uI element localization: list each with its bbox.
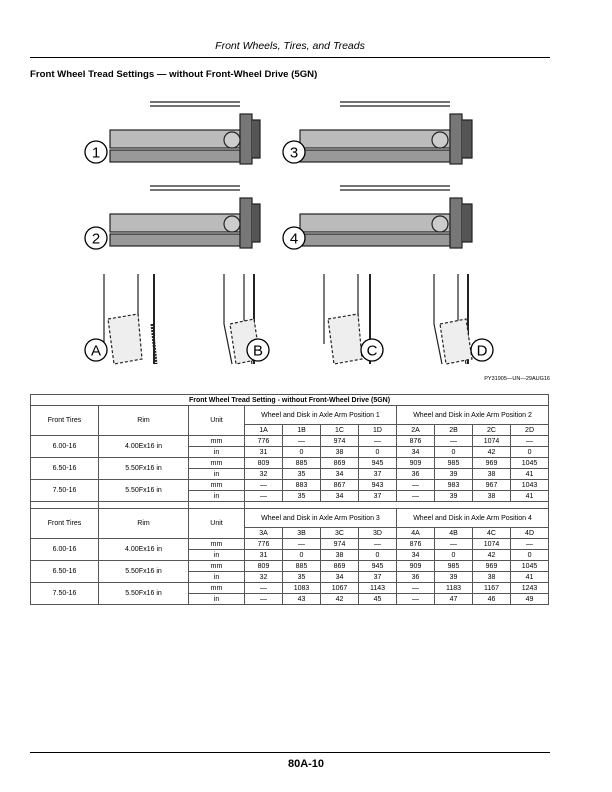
value-in: 35: [283, 491, 321, 502]
table-row: [31, 458, 549, 469]
value-in: 39: [435, 491, 473, 502]
value-mm: —: [511, 539, 549, 550]
column-code: 3C: [321, 528, 359, 539]
tread-setting-table: [30, 394, 549, 605]
wheel-section-d: [434, 274, 472, 364]
value-in: 34: [321, 572, 359, 583]
callout-label: 1: [91, 144, 101, 162]
rim-size: 5.50Fx16 in: [99, 561, 189, 583]
value-in: 42: [321, 594, 359, 605]
table-row: [31, 436, 549, 447]
value-mm: 974: [321, 539, 359, 550]
wheel-section-a: [104, 274, 156, 364]
value-in: 0: [359, 447, 397, 458]
value-mm: —: [359, 436, 397, 447]
value-in: —: [245, 594, 283, 605]
value-mm: 809: [245, 458, 283, 469]
value-mm: 1183: [435, 583, 473, 594]
value-in: 38: [473, 491, 511, 502]
value-mm: 876: [397, 436, 435, 447]
column-code: 3D: [359, 528, 397, 539]
column-code: 1C: [321, 425, 359, 436]
unit-in: in: [189, 572, 245, 583]
column-header-rim: Rim: [99, 406, 189, 436]
value-mm: —: [245, 583, 283, 594]
value-in: 38: [321, 550, 359, 561]
table-caption: Front Wheel Tread Setting - without Front-Wheel Drive (5GN): [31, 395, 549, 406]
value-in: 38: [473, 572, 511, 583]
value-mm: —: [283, 539, 321, 550]
value-in: 42: [473, 550, 511, 561]
value-mm: 943: [359, 480, 397, 491]
column-code: 3B: [283, 528, 321, 539]
tire-size: 7.50-16: [31, 583, 99, 605]
value-in: 42: [473, 447, 511, 458]
unit-in: in: [189, 447, 245, 458]
axle-assembly-1: [110, 102, 260, 164]
column-header-position: Wheel and Disk in Axle Arm Position 4: [397, 509, 549, 528]
value-mm: 945: [359, 561, 397, 572]
value-in: 46: [473, 594, 511, 605]
value-in: 35: [283, 572, 321, 583]
tire-size: 6.50-16: [31, 458, 99, 480]
value-in: 0: [435, 447, 473, 458]
value-in: 31: [245, 550, 283, 561]
column-code: 2A: [397, 425, 435, 436]
value-in: 35: [283, 469, 321, 480]
value-mm: 985: [435, 561, 473, 572]
column-code: 4D: [511, 528, 549, 539]
value-in: 47: [435, 594, 473, 605]
value-mm: 1074: [473, 539, 511, 550]
column-code: 4C: [473, 528, 511, 539]
value-in: 32: [245, 572, 283, 583]
column-code: 2D: [511, 425, 549, 436]
unit-mm: mm: [189, 583, 245, 594]
value-in: 34: [397, 550, 435, 561]
value-in: 36: [397, 469, 435, 480]
value-mm: —: [283, 436, 321, 447]
column-header-position: Wheel and Disk in Axle Arm Position 3: [245, 509, 397, 528]
value-in: 0: [511, 550, 549, 561]
value-mm: 869: [321, 458, 359, 469]
column-code: 1B: [283, 425, 321, 436]
value-mm: 909: [397, 561, 435, 572]
axle-assembly-2: [110, 186, 260, 248]
value-in: —: [397, 594, 435, 605]
unit-in: in: [189, 469, 245, 480]
column-header-rim: Rim: [99, 509, 189, 539]
value-mm: 1067: [321, 583, 359, 594]
value-in: 0: [359, 550, 397, 561]
value-mm: 945: [359, 458, 397, 469]
value-in: 39: [435, 469, 473, 480]
value-in: 49: [511, 594, 549, 605]
rim-size: 4.00Ex16 in: [99, 539, 189, 561]
unit-in: in: [189, 491, 245, 502]
unit-in: in: [189, 550, 245, 561]
value-mm: 1043: [511, 480, 549, 491]
value-mm: 969: [473, 561, 511, 572]
figure-code: PY31905—UN—29AUG16: [484, 376, 550, 382]
value-in: 34: [321, 469, 359, 480]
tire-size: 6.00-16: [31, 539, 99, 561]
value-mm: 1045: [511, 458, 549, 469]
value-mm: —: [359, 539, 397, 550]
value-mm: 809: [245, 561, 283, 572]
value-mm: 1083: [283, 583, 321, 594]
running-header: Front Wheels, Tires, and Treads: [215, 40, 365, 52]
table-row: [31, 561, 549, 572]
value-mm: 885: [283, 561, 321, 572]
table-spacer-row: [31, 502, 549, 509]
column-code: 4B: [435, 528, 473, 539]
value-in: 0: [435, 550, 473, 561]
callout-label: 4: [289, 230, 299, 248]
header-rule: [30, 57, 550, 58]
value-mm: 974: [321, 436, 359, 447]
table-row: [31, 480, 549, 491]
blank-cell: [189, 502, 245, 509]
value-mm: 985: [435, 458, 473, 469]
value-in: 41: [511, 572, 549, 583]
value-in: 37: [359, 572, 397, 583]
section-title: Front Wheel Tread Settings — without Front-Wheel Drive (5GN): [30, 69, 318, 80]
value-in: 41: [511, 469, 549, 480]
value-in: 0: [511, 447, 549, 458]
unit-mm: mm: [189, 539, 245, 550]
value-mm: —: [511, 436, 549, 447]
value-in: 34: [397, 447, 435, 458]
footer-rule: [30, 752, 550, 753]
value-mm: 876: [397, 539, 435, 550]
unit-mm: mm: [189, 480, 245, 491]
table-caption-row: [31, 395, 549, 406]
callout-label: D: [476, 342, 488, 360]
value-in: 39: [435, 572, 473, 583]
table-row: [31, 583, 549, 594]
value-in: 0: [283, 447, 321, 458]
value-in: —: [397, 491, 435, 502]
value-mm: 776: [245, 436, 283, 447]
value-mm: 885: [283, 458, 321, 469]
tire-size: 6.50-16: [31, 561, 99, 583]
value-mm: —: [397, 480, 435, 491]
value-mm: —: [435, 436, 473, 447]
unit-in: in: [189, 594, 245, 605]
column-header-unit: Unit: [189, 509, 245, 539]
value-mm: 869: [321, 561, 359, 572]
callout-label: A: [90, 342, 102, 360]
value-mm: 967: [473, 480, 511, 491]
value-mm: 867: [321, 480, 359, 491]
table-header-row: [31, 509, 549, 528]
value-in: 43: [283, 594, 321, 605]
axle-assembly-4: [300, 186, 472, 248]
callout-label: B: [252, 342, 264, 360]
callout-label: 2: [91, 230, 101, 248]
value-mm: —: [245, 480, 283, 491]
column-header-position: Wheel and Disk in Axle Arm Position 2: [397, 406, 549, 425]
value-mm: 1167: [473, 583, 511, 594]
column-code: 2C: [473, 425, 511, 436]
callout-label: 3: [289, 144, 299, 162]
value-in: 34: [321, 491, 359, 502]
blank-cell: [99, 502, 189, 509]
value-mm: 1243: [511, 583, 549, 594]
value-mm: 776: [245, 539, 283, 550]
value-in: 32: [245, 469, 283, 480]
value-mm: 969: [473, 458, 511, 469]
value-in: 0: [283, 550, 321, 561]
column-header-unit: Unit: [189, 406, 245, 436]
value-in: 37: [359, 491, 397, 502]
column-code: 4A: [397, 528, 435, 539]
callout-label: C: [366, 342, 378, 360]
value-in: 31: [245, 447, 283, 458]
column-header-position: Wheel and Disk in Axle Arm Position 1: [245, 406, 397, 425]
value-in: 36: [397, 572, 435, 583]
tire-size: 7.50-16: [31, 480, 99, 502]
tread-settings-illustration: [70, 94, 552, 370]
table-header-row: [31, 406, 549, 425]
value-mm: —: [435, 539, 473, 550]
unit-mm: mm: [189, 561, 245, 572]
value-in: 37: [359, 469, 397, 480]
value-mm: 1143: [359, 583, 397, 594]
rim-size: 5.50Fx16 in: [99, 480, 189, 502]
unit-mm: mm: [189, 436, 245, 447]
value-in: 38: [321, 447, 359, 458]
value-in: 38: [473, 469, 511, 480]
value-mm: 1045: [511, 561, 549, 572]
value-mm: 983: [435, 480, 473, 491]
column-code: 1D: [359, 425, 397, 436]
value-mm: 883: [283, 480, 321, 491]
rim-size: 5.50Fx16 in: [99, 458, 189, 480]
column-code: 2B: [435, 425, 473, 436]
axle-assembly-3: [300, 102, 472, 164]
value-in: —: [245, 491, 283, 502]
column-code: 3A: [245, 528, 283, 539]
page-number: 80A-10: [287, 758, 325, 770]
unit-mm: mm: [189, 458, 245, 469]
column-code: 1A: [245, 425, 283, 436]
tire-size: 6.00-16: [31, 436, 99, 458]
value-mm: 909: [397, 458, 435, 469]
value-mm: —: [397, 583, 435, 594]
table-row: [31, 539, 549, 550]
rim-size: 4.00Ex16 in: [99, 436, 189, 458]
value-in: 41: [511, 491, 549, 502]
column-header-front-tires: Front Tires: [31, 509, 99, 539]
value-mm: 1074: [473, 436, 511, 447]
rim-size: 5.50Fx16 in: [99, 583, 189, 605]
column-header-front-tires: Front Tires: [31, 406, 99, 436]
value-in: 45: [359, 594, 397, 605]
blank-cell: [31, 502, 99, 509]
blank-cell: [245, 502, 549, 509]
